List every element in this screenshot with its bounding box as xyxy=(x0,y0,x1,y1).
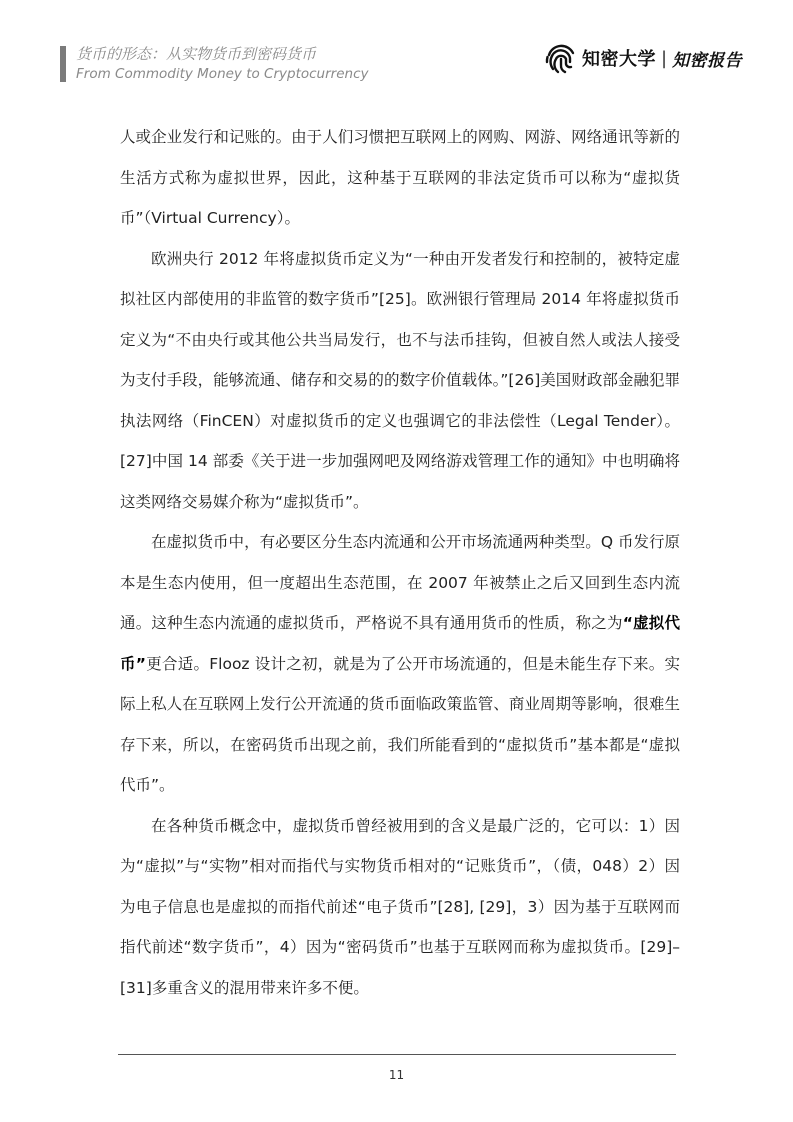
logo-report-name: 知密报告 xyxy=(672,50,743,71)
brand-logo xyxy=(544,40,742,76)
header-accent-bar xyxy=(60,46,66,82)
fingerprint-icon xyxy=(544,41,578,75)
paragraph-3-bold-term: “虚拟代币” xyxy=(120,614,681,673)
header-subtitle: From Commodity Money to Cryptocurrency xyxy=(76,66,369,82)
paragraph-3 xyxy=(120,522,680,806)
paragraph-1: 人或企业发行和记账的。由于人们习惯把互联网上的网购、网游、网络通讯等新的生活方式称为虚拟世界，因此，这种基于互联网的非法定货币可以称为“虚拟货币”（Virtual Currency）。 xyxy=(120,128,680,227)
header-title: 货币的形态：从实物货币到密码货币 xyxy=(76,45,317,63)
logo-separator: | xyxy=(661,47,668,69)
paragraph-3-text-start: 在虚拟货币中，有必要区分生态内流通和公开市场流通两种类型。Q 币发行原本是生态内使用，但一度超出生态范围，在 2007 年被禁止之后又回到生态内流通。这种生态内流通的虚拟货币，严格说不具有通用货币的性质，称之为 xyxy=(120,533,680,632)
page-number: 11 xyxy=(388,1068,405,1082)
paragraph-2: 欧洲央行 2012 年将虚拟货币定义为“一种由开发者发行和控制的，被特定虚拟社区内部使用的非监管的数字货币”[25]。欧洲银行管理局 2014 年将虚拟货币定义为“不由央行或其他公共当局发行，也不与法币挂钩，但被自然人或法人接受为支付手段，能够流通、储存和交易的的数字价值载体。”[26]美国财政部金融犯罪执法网络（FinCEN）对虚拟货币的定义也强调它的非法偿性（Legal Tender）。[27]中国 14 部委《关于进一步加强网吧及网络游戏管理工作的通知》中也明确将这类网络交易媒介称为“虚拟货币”。 xyxy=(120,249,680,511)
footer-divider xyxy=(118,1054,676,1055)
logo-name: 知密大学 xyxy=(582,49,656,70)
paragraph-4: 在各种货币概念中，虚拟货币曾经被用到的含义是最广泛的，它可以：1）因为“虚拟”与“实物”相对而指代与实物货币相对的“记账货币”，（债，048）2）因为电子信息也是虚拟的而指代前述“电子货币”[28], [29]，3）因为基于互联网而指代前述“数字货币”，4）因为“密码货币”也基于互联网而称为虚拟货币。[29]–[31]多重含义的混用带来许多不便。 xyxy=(120,816,680,997)
paragraph-3-text-end: 更合适。Flooz 设计之初，就是为了公开市场流通的，但是未能生存下来。实际上私人在互联网上发行公开流通的货币面临政策监管、商业周期等影响，很难生存下来，所以，在密码货币出现之前，我们所能看到的“虚拟货币”基本都是“虚拟代币”。 xyxy=(120,654,680,794)
document-body xyxy=(120,117,680,1008)
